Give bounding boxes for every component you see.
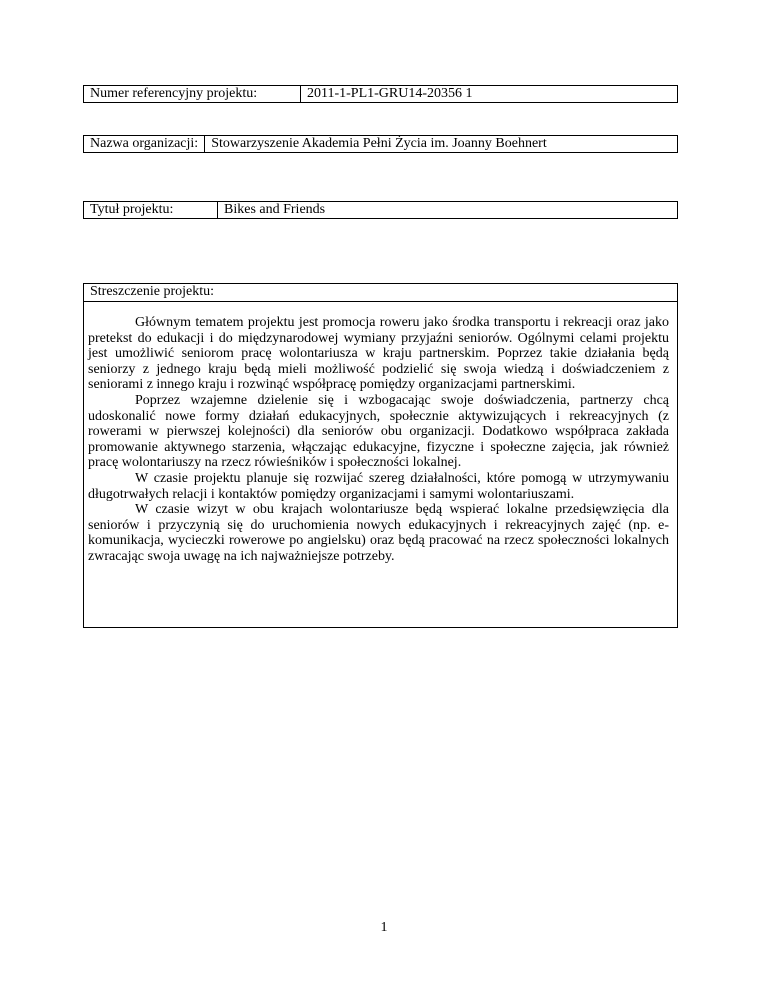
project-title-table: [83, 201, 678, 219]
reference-number-label: Numer referencyjny projektu:: [84, 86, 301, 102]
project-summary-box: [83, 283, 678, 628]
reference-number-value: 2011-1-PL1-GRU14-20356 1: [307, 86, 473, 101]
summary-paragraph: W czasie wizyt w obu krajach wolontariusze będą wspierać lokalne przedsięwzięcia dla seniorów i przyczynią się do uruchomienia nowych edukacyjnych i rekreacyjnych zajęć (np. e-komunikacja, wycieczki rowerowe po angielsku) oraz będą pracować na rzecz społeczności lokalnych zwracając swoja uwagę na ich najważniejsze potrzeby.: [88, 502, 669, 564]
organization-name-table: [83, 135, 678, 153]
reference-number-table: [83, 85, 678, 103]
summary-paragraph: Poprzez wzajemne dzielenie się i wzbogacając swoje doświadczenia, partnerzy chcą udoskonalić nowe formy działań edukacyjnych, społecznie aktywizujących i rekreacyjnych (z rowerami w pierwszej kolejności) dla seniorów obu organizacji. Dodatkowo współpraca zakłada promowanie aktywnego starzenia, włączając edukacyjne, fizyczne i społeczne zajęcia, jak również pracę wolontariuszy na rzecz rówieśników i społeczności lokalnej.: [88, 392, 669, 471]
organization-name-value: Stowarzyszenie Akademia Pełni Życia im. Joanny Boehnert: [211, 136, 547, 151]
summary-paragraph: W czasie projektu planuje się rozwijać szereg działalności, które pomogą w utrzymywaniu długotrwałych relacji i kontaktów pomiędzy organizacjami i samymi wolontariuszami.: [88, 470, 669, 502]
summary-header: Streszczenie projektu:: [84, 284, 677, 302]
project-title-label: Tytuł projektu:: [84, 202, 218, 218]
page-number: 1: [380, 920, 388, 935]
project-title-value: Bikes and Friends: [224, 202, 326, 217]
summary-body: [84, 302, 677, 565]
summary-paragraph: Głównym tematem projektu jest promocja roweru jako środka transportu i rekreacji oraz jako pretekst do edukacji i do międzynarodowej wymiany przyjaźni seniorów. Ogólnymi celami projektu jest umożliwić seniorom pracę wolontariusza w kraju partnerskim. Poprzez takie działania będą seniorzy z jednego kraju będą mieli możliwość podzielić się swoja wiedzą i doświadczeniem z seniorami z innego kraju i rozwinąć współpracę pomiędzy organizacjami partnerskimi.: [88, 315, 669, 393]
organization-name-label: Nazwa organizacji:: [84, 136, 205, 152]
